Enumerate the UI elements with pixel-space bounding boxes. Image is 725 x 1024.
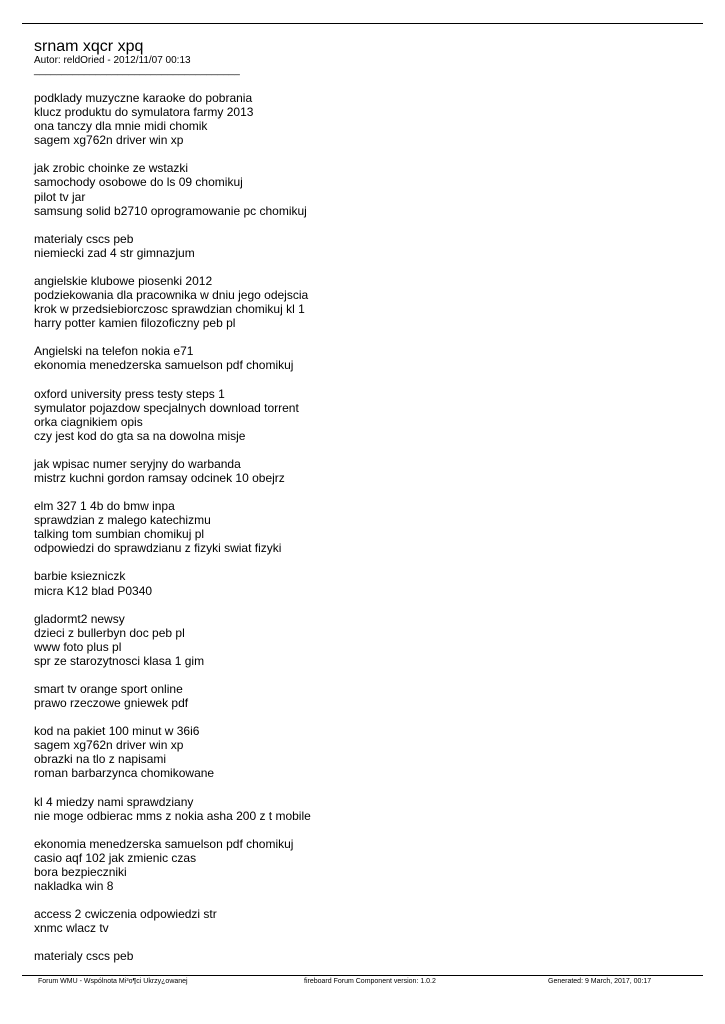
text-paragraph [34, 795, 694, 823]
text-paragraph [34, 612, 694, 668]
post-body [34, 91, 694, 977]
text-line: harry potter kamien filozoficzny peb pl [34, 316, 236, 331]
text-line: ekonomia menedzerska samuelson pdf chomikuj [34, 836, 294, 851]
text-line: czy jest kod do gta sa na dowolna misje [34, 428, 246, 443]
text-line: mistrz kuchni gordon ramsay odcinek 10 obejrz [34, 470, 285, 485]
text-line: pilot tv jar [34, 189, 86, 204]
text-paragraph [34, 457, 694, 485]
separator-line: _____________________________________ [34, 65, 240, 76]
text-paragraph [34, 682, 694, 710]
text-paragraph [34, 837, 694, 893]
post-header [34, 38, 240, 76]
text-line: spr ze starozytnosci klasa 1 gim [34, 653, 205, 668]
text-paragraph [34, 907, 694, 935]
footer-generated-date: Generated: 9 March, 2017, 00:17 [548, 978, 652, 985]
text-line: orka ciagnikiem opis [34, 414, 143, 429]
text-paragraph [34, 569, 694, 597]
text-line: prawo rzeczowe gniewek pdf [34, 696, 189, 711]
text-line: podziekowania dla pracownika w dniu jego odejscia [34, 288, 309, 303]
text-line: materialy cscs peb [34, 231, 134, 246]
text-line: obrazki na tlo z napisami [34, 752, 167, 767]
text-line: gladormt2 newsy [34, 611, 125, 626]
text-line: kod na pakiet 100 minut w 36i6 [34, 724, 200, 739]
text-line: access 2 cwiczenia odpowiedzi str [34, 907, 217, 922]
bottom-rule [22, 975, 703, 976]
text-line: barbie ksiezniczk [34, 569, 126, 584]
text-line: materialy cscs peb [34, 949, 134, 964]
text-line: oxford university press testy steps 1 [34, 386, 225, 401]
footer-site-name: Forum WMU - Wspólnota Mi³o¶ci Ukrzy¿owanej [38, 978, 188, 985]
text-line: roman barbarzynca chomikowane [34, 766, 215, 781]
text-line: krok w przedsiebiorczosc sprawdzian chomikuj kl 1 [34, 302, 305, 317]
text-paragraph [34, 724, 694, 780]
footer-component-version: fireboard Forum Component version: 1.0.2 [304, 978, 436, 985]
text-line: bora bezpieczniki [34, 864, 127, 879]
text-line: dzieci z bullerbyn doc peb pl [34, 625, 185, 640]
post-title: srnam xqcr xpq [34, 38, 144, 55]
text-line: jak zrobic choinke ze wstazki [34, 161, 189, 176]
text-paragraph [34, 387, 694, 443]
text-line: xnmc wlacz tv [34, 921, 109, 936]
text-line: niemiecki zad 4 str gimnazjum [34, 245, 195, 260]
text-line: samsung solid b2710 oprogramowanie pc chomikuj [34, 203, 307, 218]
text-paragraph [34, 949, 694, 963]
text-line: jak wpisac numer seryjny do warbanda [34, 456, 241, 471]
text-line: nie moge odbierac mms z nokia asha 200 z t mobile [34, 808, 311, 823]
text-line: nakladka win 8 [34, 879, 114, 894]
text-line: symulator pojazdow specjalnych download torrent [34, 400, 299, 415]
text-line: sprawdzian z malego katechizmu [34, 513, 211, 528]
text-line: samochody osobowe do ls 09 chomikuj [34, 175, 243, 190]
text-line: podklady muzyczne karaoke do pobrania [34, 91, 253, 105]
text-line: elm 327 1 4b do bmw inpa [34, 499, 175, 514]
text-line: casio aqf 102 jak zmienic czas [34, 850, 197, 865]
text-paragraph [34, 499, 694, 555]
text-line: ona tanczy dla mnie midi chomik [34, 119, 208, 134]
text-line: odpowiedzi do sprawdzianu z fizyki swiat fizyki [34, 541, 282, 556]
text-line: talking tom sumbian chomikuj pl [34, 527, 205, 542]
text-paragraph [34, 91, 694, 147]
text-line: sagem xg762n driver win xp [34, 738, 184, 753]
text-line: smart tv orange sport online [34, 682, 183, 696]
author-line: Autor: reldOried - 2012/11/07 00:13 [34, 55, 191, 66]
text-line: klucz produktu do symulatora farmy 2013 [34, 105, 254, 120]
text-line: micra K12 blad P0340 [34, 583, 153, 598]
text-line: www foto plus pl [34, 639, 122, 654]
text-line: ekonomia menedzerska samuelson pdf chomikuj [34, 358, 294, 373]
text-line: sagem xg762n driver win xp [34, 133, 184, 148]
text-line: kl 4 miedzy nami sprawdziany [34, 794, 194, 809]
text-paragraph [34, 232, 694, 260]
text-paragraph [34, 274, 694, 330]
top-rule [22, 23, 703, 24]
text-paragraph [34, 344, 694, 372]
text-paragraph [34, 161, 694, 217]
text-line: Angielski na telefon nokia e71 [34, 344, 194, 359]
text-line: angielskie klubowe piosenki 2012 [34, 273, 213, 288]
